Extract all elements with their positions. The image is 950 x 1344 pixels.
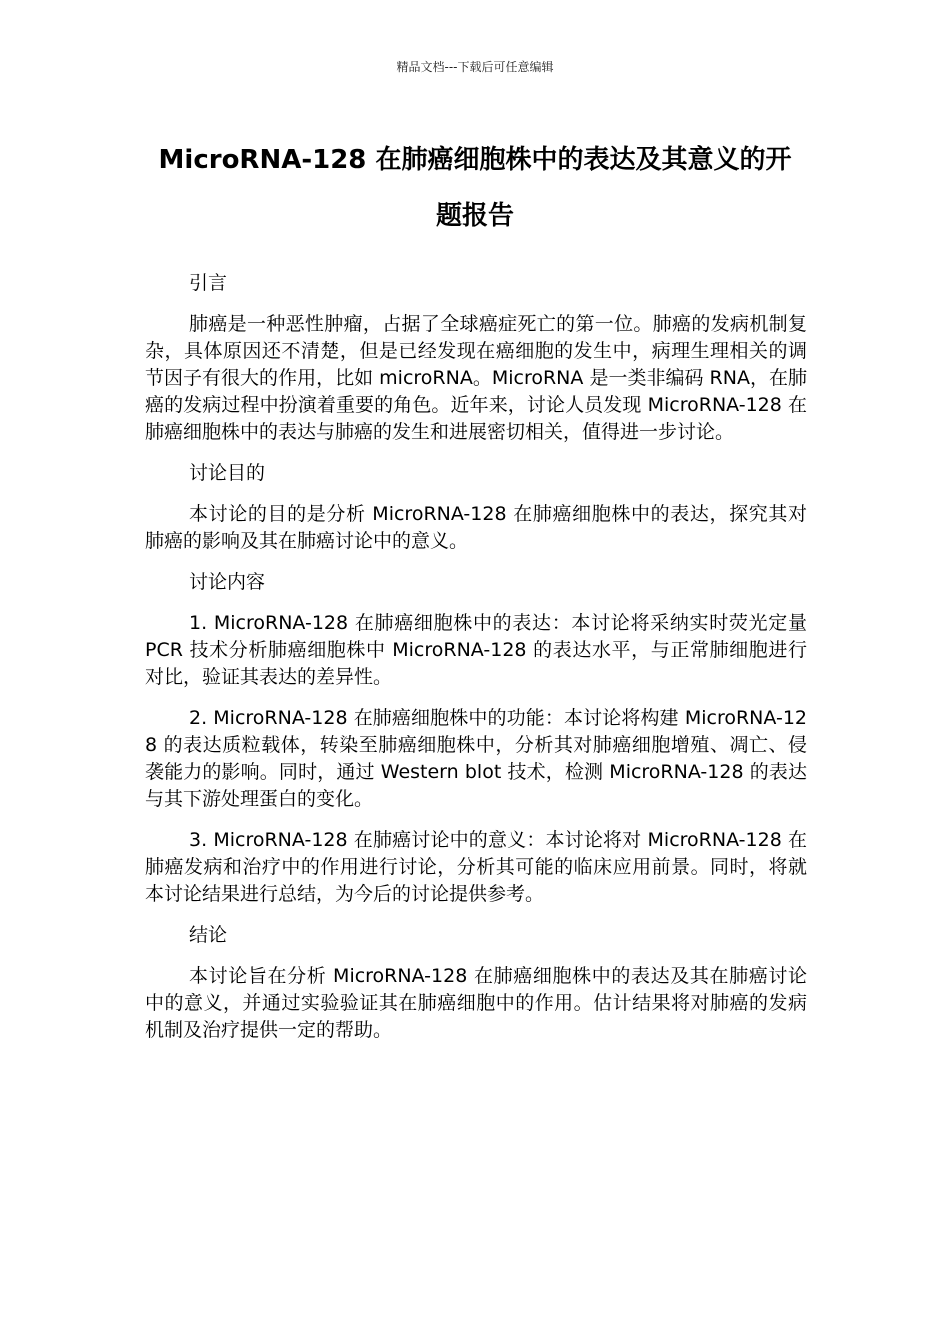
content-heading: 讨论内容	[189, 571, 266, 593]
content-item-2: 2. MicroRNA-128 在肺癌细胞株中的功能：本讨论将构建 MicroRNA-128 的表达质粒载体，转染至肺癌细胞株中，分析其对肺癌细胞增殖、凋亡、侵袭能力的影响。同时，通过 Western blot 技术，检测 MicroRNA-128 的表达与其下游处理蛋白的变化。	[145, 707, 807, 810]
title-line-2: 题报告	[435, 201, 514, 231]
document-body	[145, 270, 807, 1058]
conclusion-paragraph: 本讨论旨在分析 MicroRNA-128 在肺癌细胞株中的表达及其在肺癌讨论中的意义，并通过实验验证其在肺癌细胞中的作用。估计结果将对肺癌的发病机制及治疗提供一定的帮助。	[145, 965, 807, 1041]
intro-heading: 引言	[189, 272, 228, 294]
title-line-1: MicroRNA-128 在肺癌细胞株中的表达及其意义的开	[158, 145, 792, 175]
purpose-heading: 讨论目的	[189, 462, 266, 484]
conclusion-heading: 结论	[189, 924, 228, 946]
header-note: 精品文档---下载后可任意编辑	[396, 60, 554, 74]
document-title	[145, 132, 805, 244]
intro-paragraph: 肺癌是一种恶性肿瘤，占据了全球癌症死亡的第一位。肺癌的发病机制复杂，具体原因还不清楚，但是已经发现在癌细胞的发生中，病理生理相关的调节因子有很大的作用，比如 microRNA。MicroRNA 是一类非编码 RNA，在肺癌的发病过程中扮演着重要的角色。近年来，讨论人员发现 MicroRNA-128 在肺癌细胞株中的表达与肺癌的发生和进展密切相关，值得进一步讨论。	[145, 313, 807, 443]
purpose-paragraph: 本讨论的目的是分析 MicroRNA-128 在肺癌细胞株中的表达，探究其对肺癌的影响及其在肺癌讨论中的意义。	[145, 503, 807, 552]
content-item-3: 3. MicroRNA-128 在肺癌讨论中的意义：本讨论将对 MicroRNA-128 在肺癌发病和治疗中的作用进行讨论，分析其可能的临床应用前景。同时，将就本讨论结果进行总结，为今后的讨论提供参考。	[145, 829, 807, 905]
content-item-1: 1. MicroRNA-128 在肺癌细胞株中的表达：本讨论将采纳实时荧光定量 PCR 技术分析肺癌细胞株中 MicroRNA-128 的表达水平，与正常肺细胞进行对比，验证其表达的差异性。	[145, 612, 807, 688]
